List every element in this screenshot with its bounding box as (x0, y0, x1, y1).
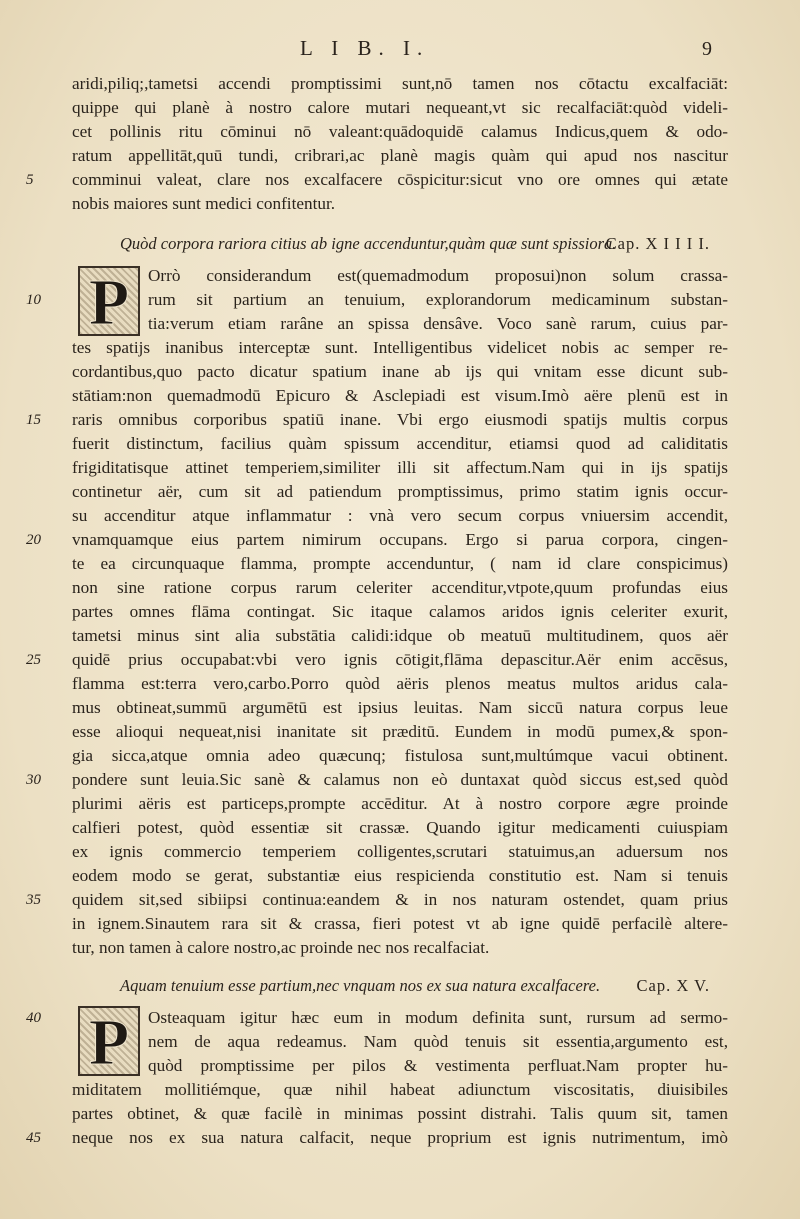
line-number: 5 (26, 172, 34, 188)
running-head: L I B. I. (300, 36, 430, 60)
chapter-number: Cap. X V. (636, 976, 710, 995)
text-line: Orrò considerandum est(quemadmodum proposui)non solum crassa- (148, 266, 728, 285)
chapter-heading (120, 974, 710, 998)
decorated-initial: P (78, 1006, 140, 1076)
text-line: quidē prius occupabat:vbi vero ignis cōtigit,flāma depascitur.Aër enim accēsus, (72, 650, 728, 669)
text-line: mus obtineat,summū argumētū est ipsius leuitas. Nam siccū natura corpus leue (72, 698, 728, 717)
text-line: Osteaquam igitur hæc eum in modum definita sunt, rursum ad sermo- (148, 1008, 728, 1027)
line-number: 15 (26, 412, 41, 428)
line-number: 25 (26, 652, 41, 668)
text-line: eodem modo se gerat, substantiæ eius respicienda constitutio est. Nam si tenuis (72, 866, 728, 885)
text-line: in ignem.Sinautem rara sit & crassa, fieri potest vt ab igne quidē perfacilè altere- (72, 914, 728, 933)
line-number: 30 (26, 772, 41, 788)
text-line: su accenditur atque inflammatur : vnà vero secum corpus vniuersim accendit, (72, 506, 728, 525)
text-line: ex ignis commercio temperiem colligentes,scrutari statuimus,an aduersum nos (72, 842, 728, 861)
text-line: esse alioqui nequeat,nisi inanitate sit præditū. Eundem in modū pumex,& spon- (72, 722, 728, 741)
page-header (0, 30, 800, 70)
chapter-title: Aquam tenuium esse partium,nec vnquam nos ex sua natura excalfacere. (120, 976, 601, 995)
text-line: quippe qui planè à nostro calore mutari nequeant,vt sic recalfaciāt:quòd videli- (72, 98, 728, 117)
line-number: 10 (26, 292, 41, 308)
text-line: cet pollinis ritu cōminui nō valeant:quādoquidē calamus Indicus,quem & odo- (72, 122, 728, 141)
text-line: tametsi minus sint alia substātia calidi:idque ob meatuū multitudinem, quos aër (72, 626, 728, 645)
text-line: vnamquamque eius partem nimirum occupans. Ergo si parua corpora, cingen- (72, 530, 728, 549)
text-line: aridi,piliq;,tametsi accendi promptissimi sunt,nō tamen nos cōtactu excalfaciāt: (72, 74, 728, 93)
text-line: stātiam:non quemadmodū Epicuro & Asclepiadi est visum.Imò aëre plenū est in (72, 386, 728, 405)
text-line: partes omnes flāma contingat. Sic itaque calamos aridos ignis celeriter exurit, (72, 602, 728, 621)
text-line: non sine ratione corpus rarum celeriter accenditur,vtpote,quum profundas eius (72, 578, 728, 597)
text-line: continetur aër, cum sit ad patiendum promptissimus, primo statim ignis occur- (72, 482, 728, 501)
text-line: fuerit distinctum, facilius quàm spissum accenditur, etiamsi quod ad caliditatis (72, 434, 728, 453)
text-line: nem de aqua redeamus. Nam quòd tenuis sit essentia,argumento est, (148, 1032, 728, 1051)
decorated-initial: P (78, 266, 140, 336)
text-line: frigiditatisque attinet temperiem,similiter illi sit affectum.Nam qui in ijs spatijs (72, 458, 728, 477)
text-line: miditatem mollitiémque, quæ nihil habeat adiunctum viscositatis, diuisibiles (72, 1080, 728, 1099)
text-line: neque nos ex sua natura calfacit, neque proprium est ignis nutrimentum, imò (72, 1128, 728, 1147)
text-line: plurimi aëris est particeps,prompte accēditur. At à nostro corpore ægre proinde (72, 794, 728, 813)
text-line: calfieri potest, quòd essentiæ sit crassæ. Quando igitur medicamenti cuiuspiam (72, 818, 728, 837)
text-line: quidem sit,sed sibiipsi continua:eandem & in nos naturam ostendet, quam prius (72, 890, 728, 909)
text-line: tur, non tamen à calore nostro,ac proinde nec nos recalfaciat. (72, 938, 490, 957)
text-line: quòd promptissime per pilos & vestimenta perfluat.Nam propter hu- (148, 1056, 728, 1075)
text-line: pondere sunt leuia.Sic sanè & calamus non eò duntaxat quòd siccus est,sed quòd (72, 770, 728, 789)
text-line: tes spatijs inanibus interceptæ sunt. Intelligentibus videlicet nobis ac semper re- (72, 338, 728, 357)
chapter-number: Cap. X I I I I. (605, 234, 710, 253)
line-number: 35 (26, 892, 41, 908)
line-number: 20 (26, 532, 41, 548)
text-line: cordantibus,quo pacto dicatur spatium inane ab ijs qui vnitam esse dicunt sub- (72, 362, 728, 381)
text-line: gia sicca,atque omnia adeo quæcunq; fistulosa sunt,multúmque vacui obtinent. (72, 746, 728, 765)
text-line: nobis maiores sunt medici confitentur. (72, 194, 336, 213)
text-line: rum sit partium an tenuium, explorandorum medicaminum substan- (148, 290, 728, 309)
chapter-title: Quòd corpora rariora citius ab igne accenduntur,quàm quæ sunt spissiora. (120, 234, 617, 253)
page-number: 9 (702, 38, 712, 60)
line-number: 45 (26, 1130, 41, 1146)
text-line: raris omnibus corporibus spatiū inane. Vbi ergo eiusmodi spatijs multis corpus (72, 410, 728, 429)
text-line: te ea circunquaque flamma, prompte accenduntur, ( nam id clare conspicimus) (72, 554, 728, 573)
chapter-heading (120, 232, 710, 256)
text-line: flamma est:terra vero,carbo.Porro quòd aëris plenos meatus multos aridus cala- (72, 674, 728, 693)
text-line: tia:verum etiam rarâne an spissa densâve. Voco sanè rarum, cuius par- (148, 314, 728, 333)
text-line: partes obtinet, & quæ facilè in minimas possint distrahi. Talis quum sit, tamen (72, 1104, 728, 1123)
text-line: ratum appellitāt,quū tundi, cribrari,ac planè magis quàm qui apud nos nascitur (72, 146, 728, 165)
line-number: 40 (26, 1010, 41, 1026)
text-line: comminui valeat, clare nos excalfacere cōspicitur:sicut vno ore omnes qui ætate (72, 170, 728, 189)
